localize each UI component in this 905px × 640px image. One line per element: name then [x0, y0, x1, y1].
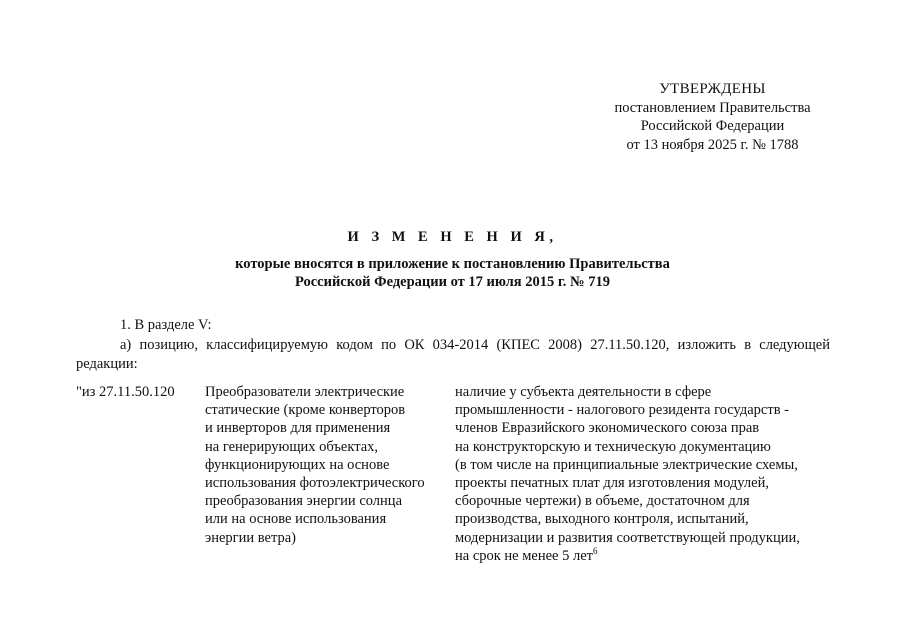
approval-date-line: от 13 ноября 2025 г. № 1788	[626, 136, 799, 153]
title-subtitle-line: Российской Федерации от 17 июля 2015 г. № 719	[294, 274, 610, 290]
requirement-line: наличие у субъекта деятельности в сфере	[455, 384, 712, 400]
requirement-line-last	[455, 547, 835, 565]
entry-description	[205, 383, 445, 547]
requirement-line: (в том числе на принципиальные электрические схемы,	[455, 456, 798, 473]
entry-requirement	[455, 383, 835, 565]
description-line: на генерирующих объектах,	[205, 438, 379, 455]
approval-line: постановлением Правительства	[614, 99, 811, 116]
description-line: или на основе использования	[205, 511, 387, 528]
requirement-line: производства, выходного контроля, испытаний,	[455, 511, 749, 528]
requirement-line: модернизации и развития соответствующей продукции,	[455, 529, 800, 546]
approval-line: Российской Федерации	[640, 118, 785, 134]
description-line: Преобразователи электрические	[205, 384, 405, 400]
description-line: функционирующих на основе	[205, 456, 390, 473]
approval-stamp	[560, 80, 865, 154]
requirement-line: членов Евразийского экономического союза прав	[455, 420, 760, 437]
footnote-mark: 6	[593, 545, 598, 556]
point-a-paragraph: а) позицию, классифицируемую кодом по ОК 034-2014 (КПЕС 2008) 27.11.50.120, изложить в следующей редакции:	[76, 337, 830, 372]
point-1-paragraph: 1. В разделе V:	[120, 317, 212, 333]
requirement-line: сборочные чертежи) в объеме, достаточном для	[455, 493, 750, 510]
requirement-line: на конструкторскую и техническую документацию	[455, 438, 771, 455]
description-line: статические (кроме конверторов	[205, 402, 406, 419]
title-heading: И З М Е Н Е Н И Я,	[347, 229, 558, 245]
entry-code: "из 27.11.50.120	[76, 384, 175, 400]
description-line: преобразования энергии солнца	[205, 493, 403, 510]
description-line: и инверторов для применения	[205, 420, 391, 437]
document-title	[150, 228, 755, 292]
approval-heading: УТВЕРЖДЕНЫ	[659, 81, 766, 97]
requirement-last-text: на срок не менее 5 лет	[455, 547, 593, 564]
description-line: энергии ветра)	[205, 529, 296, 546]
title-subtitle-line: которые вносятся в приложение к постановлению Правительства	[235, 255, 670, 272]
requirement-line: проекты печатных плат для изготовления модулей,	[455, 475, 769, 492]
requirement-line: промышленности - налогового резидента государств -	[455, 402, 789, 419]
description-line: использования фотоэлектрического	[205, 475, 425, 492]
